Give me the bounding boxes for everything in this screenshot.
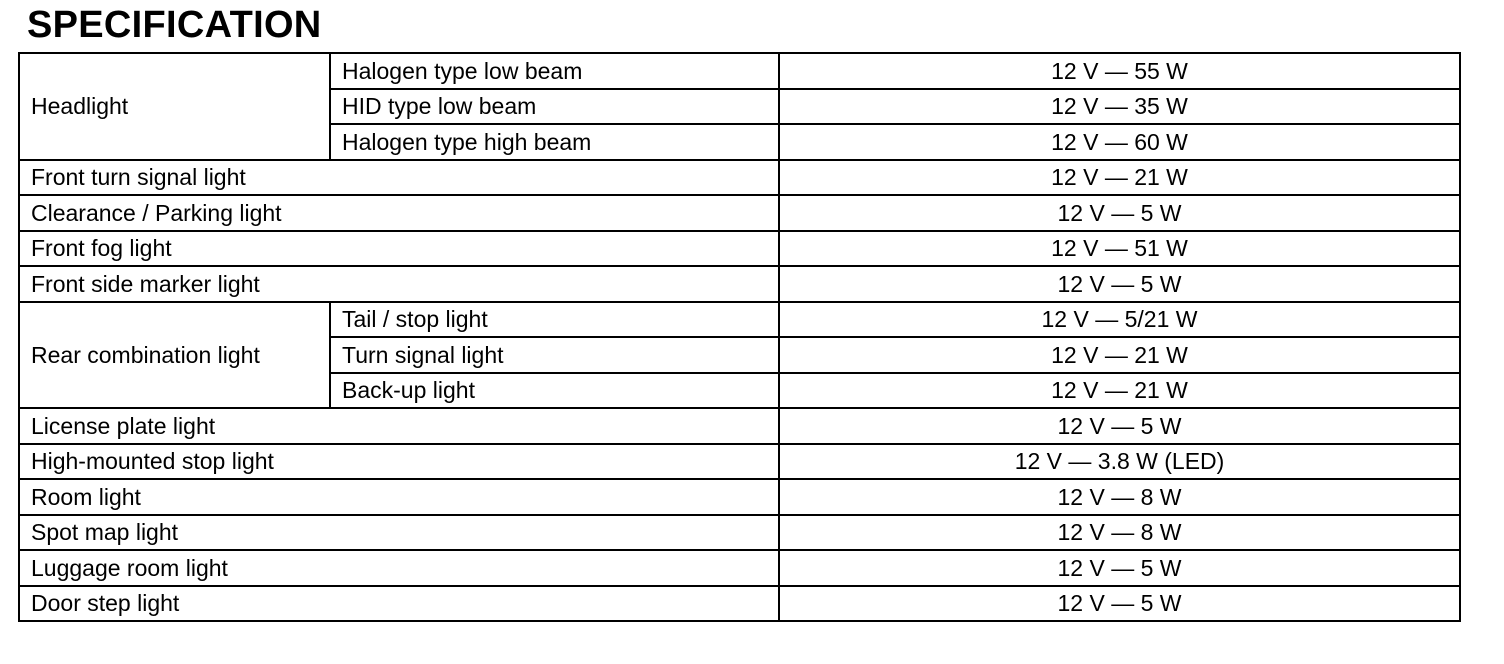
item-label: HID type low beam bbox=[330, 89, 779, 125]
table-row bbox=[19, 515, 1460, 551]
item-value: 12 V — 8 W bbox=[779, 479, 1460, 515]
item-label: Door step light bbox=[19, 586, 779, 622]
item-value: 12 V — 21 W bbox=[779, 160, 1460, 196]
item-value: 12 V — 5 W bbox=[779, 408, 1460, 444]
table-row bbox=[19, 231, 1460, 267]
table-row bbox=[19, 266, 1460, 302]
table-row bbox=[19, 586, 1460, 622]
item-label: Front side marker light bbox=[19, 266, 779, 302]
group-label-headlight: Headlight bbox=[19, 53, 330, 160]
group-label-rear-combination: Rear combination light bbox=[19, 302, 330, 409]
table-row bbox=[19, 408, 1460, 444]
item-label: Luggage room light bbox=[19, 550, 779, 586]
item-value: 12 V — 35 W bbox=[779, 89, 1460, 125]
item-value: 12 V — 5 W bbox=[779, 266, 1460, 302]
item-value: 12 V — 5/21 W bbox=[779, 302, 1460, 338]
item-label: License plate light bbox=[19, 408, 779, 444]
table-row bbox=[19, 444, 1460, 480]
table-row bbox=[19, 550, 1460, 586]
item-label: Spot map light bbox=[19, 515, 779, 551]
item-value: 12 V — 55 W bbox=[779, 53, 1460, 89]
item-label: Halogen type low beam bbox=[330, 53, 779, 89]
item-label: Tail / stop light bbox=[330, 302, 779, 338]
table-row bbox=[19, 302, 1460, 338]
item-label: Front turn signal light bbox=[19, 160, 779, 196]
page-title: SPECIFICATION bbox=[27, 4, 322, 46]
item-label: Back-up light bbox=[330, 373, 779, 409]
item-value: 12 V — 21 W bbox=[779, 373, 1460, 409]
specification-table bbox=[18, 52, 1461, 622]
item-value: 12 V — 8 W bbox=[779, 515, 1460, 551]
table-row bbox=[19, 160, 1460, 196]
table-row bbox=[19, 479, 1460, 515]
item-label: Front fog light bbox=[19, 231, 779, 267]
item-value: 12 V — 5 W bbox=[779, 195, 1460, 231]
item-value: 12 V — 5 W bbox=[779, 550, 1460, 586]
item-label: High-mounted stop light bbox=[19, 444, 779, 480]
item-label: Turn signal light bbox=[330, 337, 779, 373]
item-value: 12 V — 5 W bbox=[779, 586, 1460, 622]
table-row bbox=[19, 195, 1460, 231]
table-row bbox=[19, 53, 1460, 89]
item-label: Clearance / Parking light bbox=[19, 195, 779, 231]
item-label: Halogen type high beam bbox=[330, 124, 779, 160]
item-value: 12 V — 21 W bbox=[779, 337, 1460, 373]
item-value: 12 V — 60 W bbox=[779, 124, 1460, 160]
item-label: Room light bbox=[19, 479, 779, 515]
item-value: 12 V — 51 W bbox=[779, 231, 1460, 267]
item-value: 12 V — 3.8 W (LED) bbox=[779, 444, 1460, 480]
